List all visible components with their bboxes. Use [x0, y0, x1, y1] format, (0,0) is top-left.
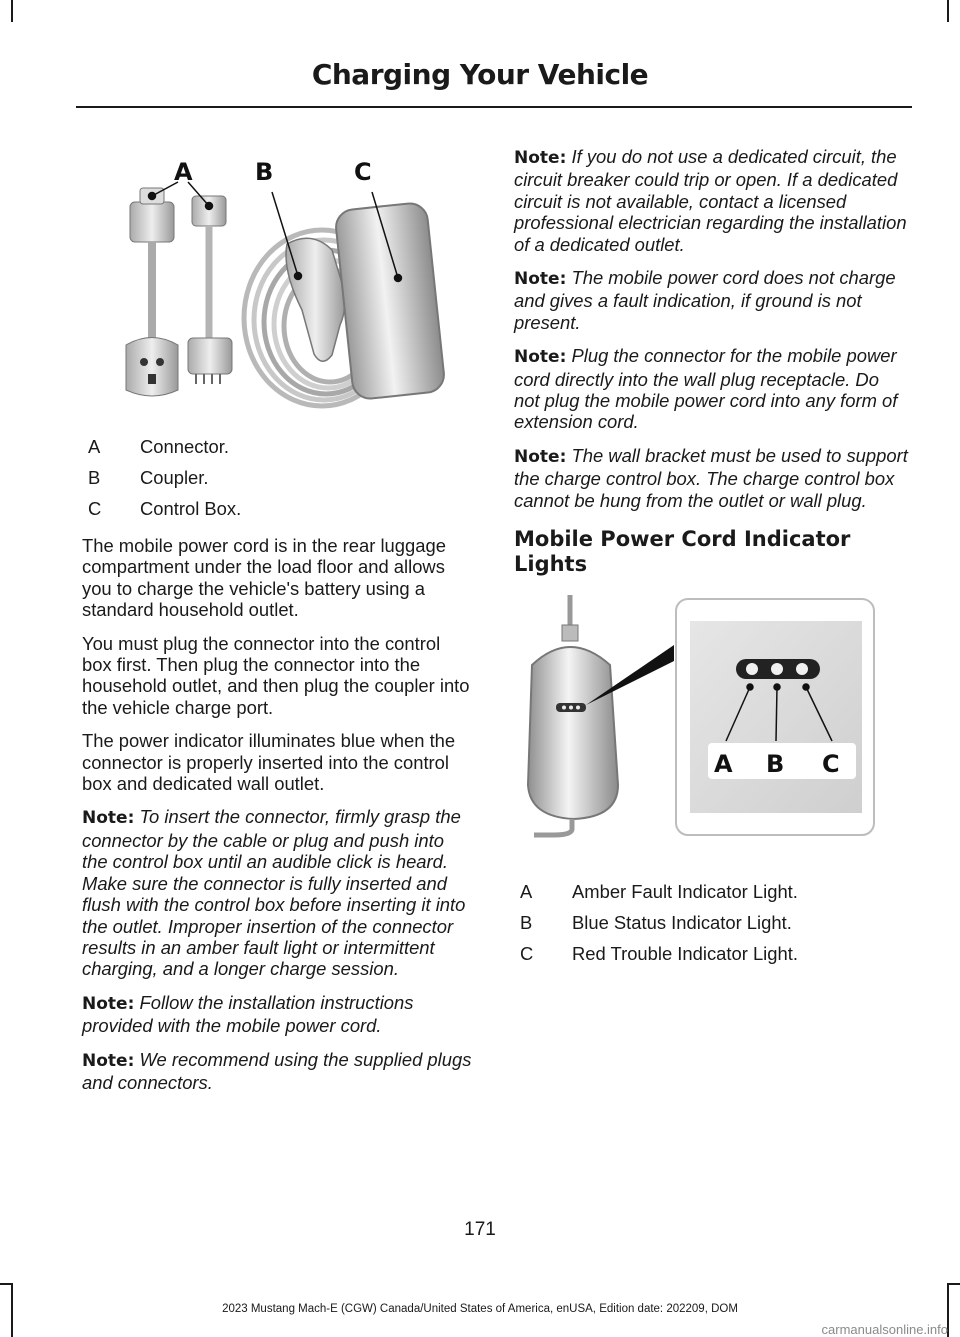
- note-text: To insert the connector, firmly grasp the connector by the cable or plug and push into the control box until an audible click is heard. Make sure the connector is fully inserted and flush with the control box before inserting it into the outlet. Improper insertion of the connector results in an amber fault light or intermittent charging, and a longer charge session.: [82, 806, 466, 980]
- legend-key: B: [88, 467, 101, 488]
- legend-row: [514, 881, 908, 902]
- note-paragraph: [82, 1049, 474, 1094]
- legend-label: Coupler.: [140, 467, 209, 488]
- note-text: Plug the connector for the mobile power cord directly into the wall plug receptacle. Do not plug the mobile power cord into any form of extension cord.: [514, 345, 898, 433]
- note-label: Note:: [514, 148, 567, 168]
- note-label: Note:: [514, 446, 567, 467]
- legend-key: A: [520, 881, 533, 903]
- figure2-callout-a: A: [714, 750, 733, 779]
- crop-mark-top-left: [11, 0, 13, 22]
- legend-row: [82, 436, 474, 457]
- mobile-power-cord-illustration: [82, 140, 474, 420]
- figure2-callout-c: C: [822, 750, 840, 779]
- legend-label: Amber Fault Indicator Light.: [572, 881, 798, 903]
- figure1-legend: [82, 436, 474, 519]
- legend-row: [514, 943, 908, 964]
- note-label: Note:: [82, 1050, 135, 1071]
- note-label: Note:: [514, 269, 567, 290]
- legend-key: C: [88, 498, 102, 519]
- legend-row: [82, 467, 474, 488]
- crop-mark-top-right: [947, 0, 949, 22]
- right-column: [514, 146, 908, 980]
- note-text: The wall bracket must be used to support the charge control box. The charge control box cannot be hung from the outlet or wall plug.: [514, 444, 908, 511]
- legend-label: Blue Status Indicator Light.: [572, 912, 792, 934]
- section-heading: Mobile Power Cord Indicator Lights: [514, 527, 851, 577]
- figure1-callout-a: A: [174, 158, 193, 186]
- left-column: [82, 140, 474, 1105]
- page-title: Charging Your Vehicle: [311, 58, 649, 91]
- page-number: 171: [464, 1219, 496, 1240]
- body-paragraph: The power indicator illuminates blue when the connector is properly inserted into the control box and dedicated wall outlet.: [82, 730, 456, 795]
- note-label: Note:: [82, 808, 135, 829]
- watermark: carmanualsonline.info: [821, 1322, 948, 1337]
- legend-key: B: [520, 912, 533, 934]
- note-label: Note:: [82, 993, 135, 1014]
- crop-mark-bottom-left-h: [0, 1283, 13, 1285]
- note-paragraph: [514, 146, 908, 255]
- legend-label: Control Box.: [140, 498, 242, 519]
- note-text: Follow the installation instructions provided with the mobile power cord.: [82, 991, 414, 1037]
- note-label: Note:: [514, 347, 567, 368]
- figure2-callout-b: B: [766, 750, 785, 779]
- edition-info: 2023 Mustang Mach-E (CGW) Canada/United States of America, enUSA, Edition date: 202209, DOM: [222, 1303, 738, 1315]
- legend-row: [82, 498, 474, 519]
- legend-label: Red Trouble Indicator Light.: [572, 943, 798, 965]
- legend-key: A: [88, 436, 101, 457]
- legend-row: [514, 912, 908, 933]
- note-text: We recommend using the supplied plugs and connectors.: [82, 1048, 472, 1093]
- note-paragraph: [82, 806, 474, 979]
- legend-label: Connector.: [140, 436, 229, 457]
- crop-mark-bottom-right-h: [947, 1283, 960, 1285]
- body-paragraph: You must plug the connector into the control box first. Then plug the connector into the household outlet, and then plug the coupler into the vehicle charge port.: [82, 632, 470, 718]
- figure1-callout-b: B: [255, 158, 274, 186]
- note-paragraph: [82, 992, 474, 1037]
- note-text: If you do not use a dedicated circuit, the circuit breaker could trip or open. If a dedicated circuit is not available, contact a licensed professional electrician regarding the installation of a dedicated outlet.: [514, 146, 907, 255]
- indicator-lights-illustration: [514, 595, 908, 851]
- note-paragraph: [514, 445, 908, 511]
- note-paragraph: [514, 345, 908, 433]
- body-paragraph: The mobile power cord is in the rear luggage compartment under the load floor and allows you to charge the vehicle's battery using a standard household outlet.: [82, 535, 446, 621]
- note-paragraph: [514, 267, 908, 333]
- note-text: The mobile power cord does not charge and gives a fault indication, if ground is not present.: [514, 267, 896, 333]
- figure1-callout-c: C: [354, 158, 372, 186]
- figure2-legend: [514, 881, 908, 964]
- legend-key: C: [520, 943, 534, 965]
- header-rule: [76, 106, 912, 108]
